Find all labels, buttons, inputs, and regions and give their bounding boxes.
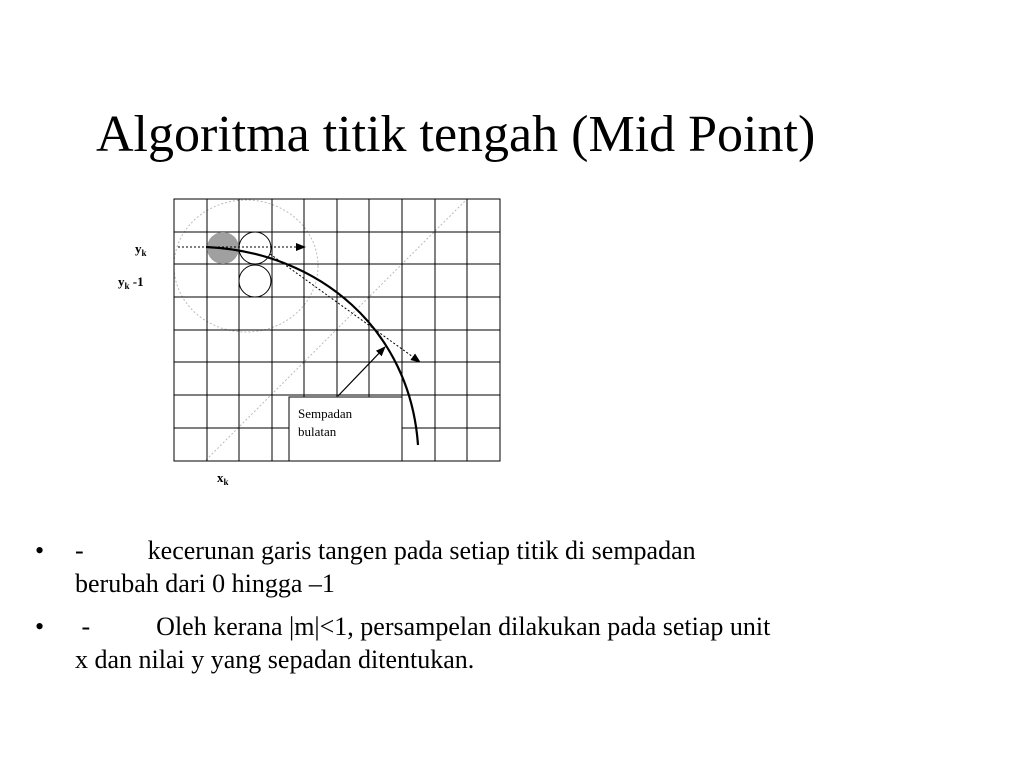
bullet-item (30, 610, 990, 676)
slide-title: Algoritma titik tengah (Mid Point) (96, 106, 816, 163)
bullet-text-line2: x dan nilai y yang sepadan ditentukan. (75, 645, 475, 674)
pointer-arrow (338, 347, 385, 396)
label-box-line1: Sempadan (298, 406, 353, 421)
bullet-text-line2: berubah dari 0 hingga –1 (75, 569, 335, 598)
bullet-dash: - (75, 536, 84, 565)
dotted-arrow-diagonal (270, 254, 420, 362)
candidate-pixel-east (239, 232, 271, 264)
candidate-pixel-southeast (239, 265, 271, 297)
bullet-text-line1: kecerunan garis tangen pada setiap titik di sempadan (147, 536, 696, 565)
bullet-list (30, 534, 990, 686)
bullet-dash: - (75, 612, 91, 641)
bullet-marker: • (35, 536, 45, 565)
bullet-item (30, 534, 990, 600)
xk-label: $x_k$ (217, 470, 229, 487)
dotted-region-ellipse (174, 200, 318, 332)
yk-label: $y_k$ (135, 241, 147, 258)
yk-minus1-label: $y_k$ -1 (118, 274, 144, 291)
bullet-text-line1: Oleh kerana |m|<1, persampelan dilakukan pada setiap unit (156, 612, 771, 641)
bullet-marker: • (35, 612, 45, 641)
label-box-line2: bulatan (298, 424, 337, 439)
